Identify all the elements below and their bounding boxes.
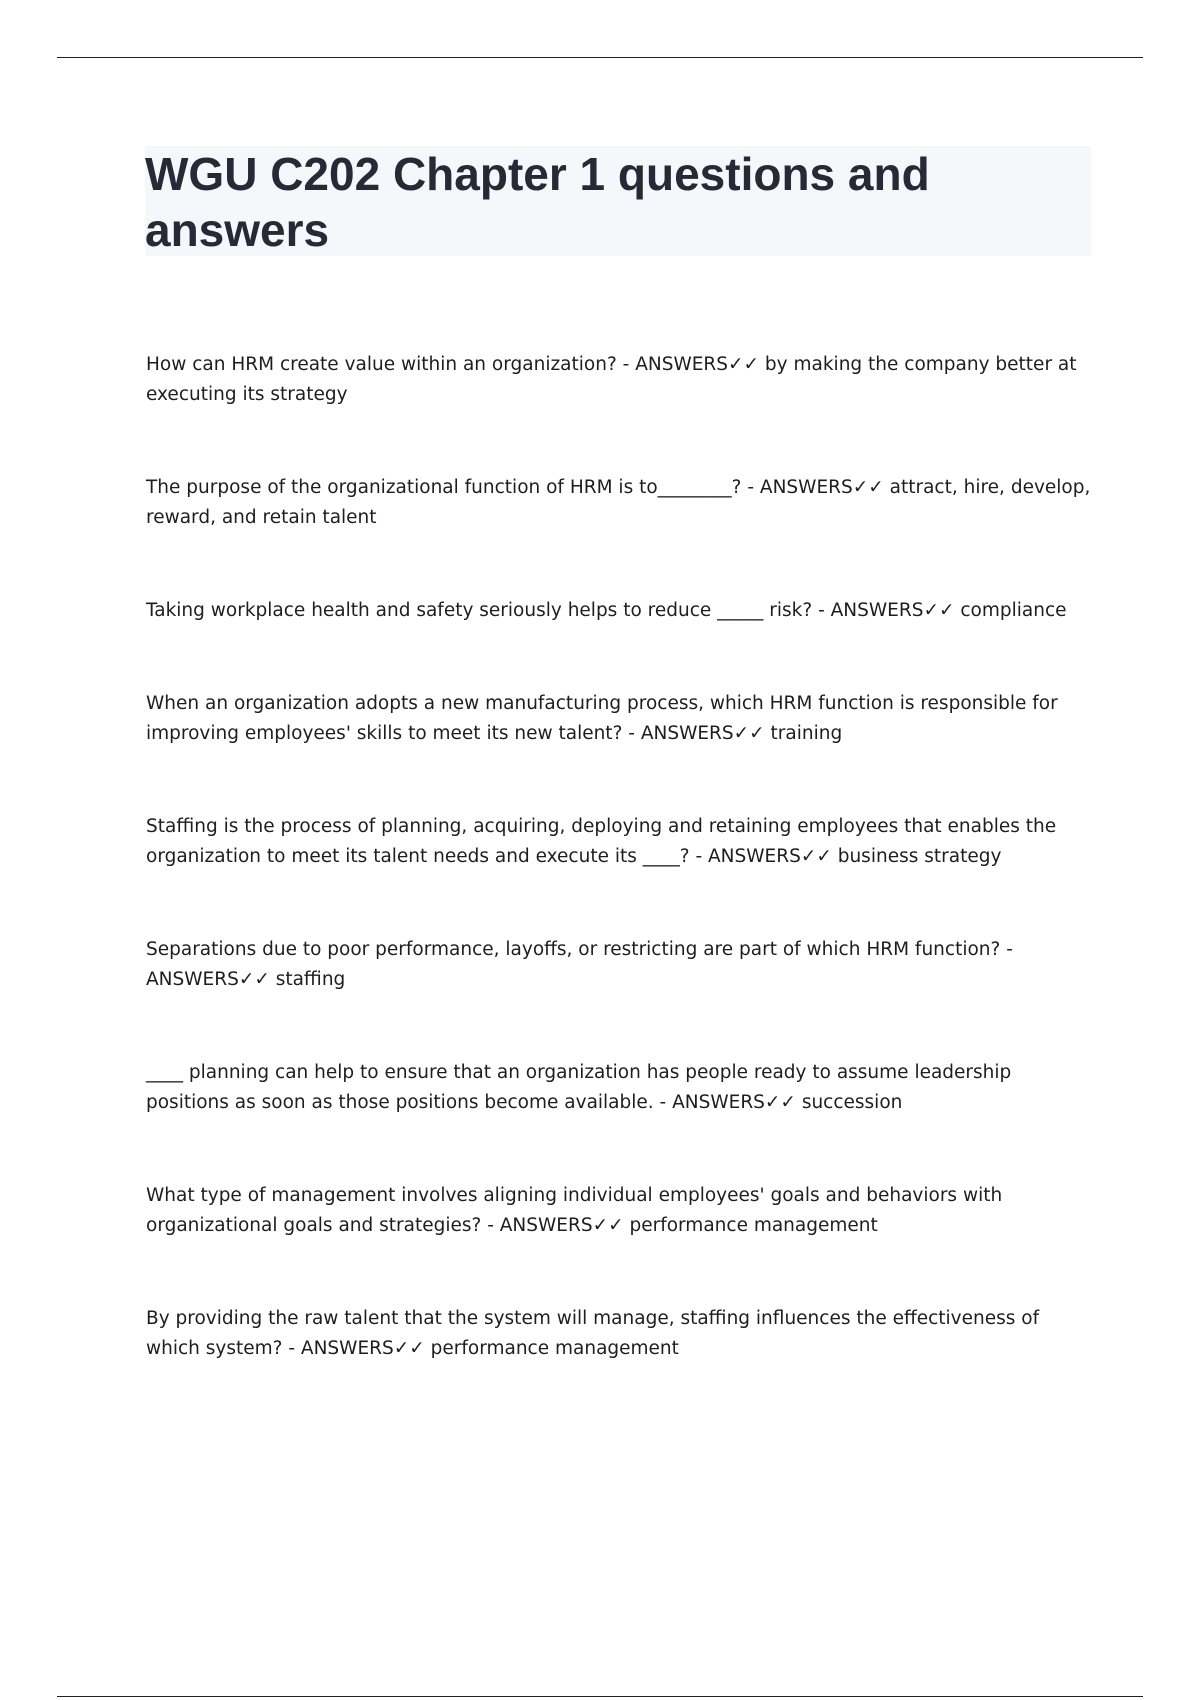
question-text: The purpose of the organizational function of HRM is to________? — [146, 477, 742, 498]
qa-item — [146, 812, 1096, 872]
qa-item — [146, 350, 1096, 410]
answer-marker: - ANSWERS✓✓ — [689, 846, 838, 867]
document-title: WGU C202 Chapter 1 questions and answers — [145, 148, 930, 256]
answer-marker: - ANSWERS✓✓ — [812, 600, 961, 621]
answer-text: succession — [801, 1092, 903, 1113]
question-text: How can HRM create value within an organization? — [146, 354, 617, 375]
question-text: Taking workplace health and safety seriously helps to reduce _____ risk? — [146, 600, 813, 621]
qa-item — [146, 1181, 1096, 1241]
answer-marker: - ANSWERS✓✓ — [481, 1215, 630, 1236]
question-text: When an organization adopts a new manufacturing process, which HRM function is responsible for improving employees' skills to meet its new talent? — [146, 693, 1058, 744]
answer-text: compliance — [960, 600, 1067, 621]
answer-marker: - ANSWERS✓✓ — [741, 477, 890, 498]
answer-text: performance management — [430, 1338, 679, 1359]
answer-text: staffing — [275, 969, 346, 990]
question-text: Staffing is the process of planning, acquiring, deploying and retaining employees that enables the organization to meet its talent needs and execute its ____? — [146, 816, 1057, 867]
question-text: By providing the raw talent that the system will manage, staffing influences the effectiveness of which system? — [146, 1308, 1040, 1359]
answer-marker: - ANSWERS✓✓ — [622, 723, 771, 744]
qa-item — [146, 596, 1096, 626]
header-rule — [57, 57, 1143, 58]
qa-item — [146, 473, 1096, 533]
qa-item — [146, 1304, 1096, 1364]
title-banner — [145, 146, 1091, 256]
qa-item — [146, 689, 1096, 749]
qa-item — [146, 935, 1096, 995]
qa-item — [146, 1058, 1096, 1118]
answer-text: business strategy — [837, 846, 1002, 867]
question-text: What type of management involves aligning individual employees' goals and behaviors with organizational goals and strategies? — [146, 1185, 1003, 1236]
question-text: ____ planning can help to ensure that an organization has people ready to assume leadership positions as soon as those positions become available. — [146, 1062, 1012, 1113]
footer-rule — [57, 1696, 1143, 1697]
answer-text: training — [770, 723, 843, 744]
answer-marker: - ANSWERS✓✓ — [282, 1338, 431, 1359]
question-text: Separations due to poor performance, layoffs, or restricting are part of which HRM function? — [146, 939, 1001, 960]
answer-marker: - ANSWERS✓✓ — [653, 1092, 802, 1113]
answer-marker: - ANSWERS✓✓ — [146, 939, 1013, 990]
answer-text: by making the company better at executing its strategy — [146, 354, 1077, 405]
answer-text: attract, hire, develop, reward, and retain talent — [146, 477, 1091, 528]
qa-list — [146, 350, 1096, 1427]
answer-text: performance management — [629, 1215, 878, 1236]
answer-marker: - ANSWERS✓✓ — [616, 354, 765, 375]
